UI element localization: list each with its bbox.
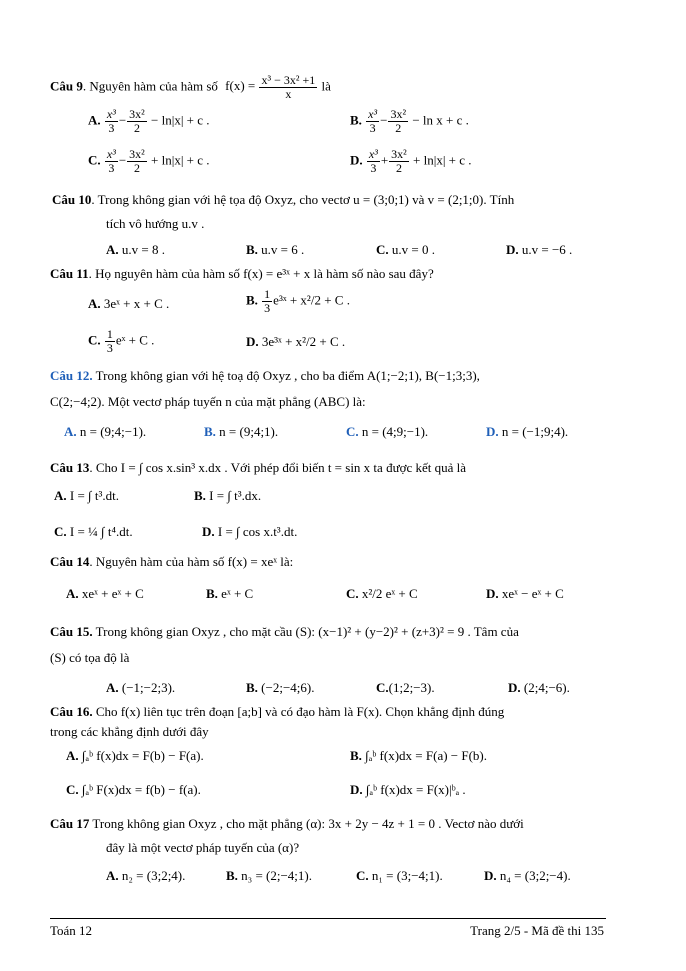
- q9-label: Câu 9: [50, 78, 83, 94]
- question-10: [52, 192, 514, 208]
- q17-label: Câu 17: [50, 816, 90, 831]
- q16-option-c[interactable]: C. ∫ₐᵇ F(x)dx = f(b) − f(a).: [66, 782, 201, 797]
- q16-label: Câu 16.: [50, 704, 93, 719]
- q11-label: Câu 11: [50, 266, 89, 281]
- q16-option-a[interactable]: A. ∫ₐᵇ f(x)dx = F(b) − F(a).: [66, 748, 204, 763]
- question-15: [50, 624, 519, 640]
- q9-tail: là: [321, 78, 331, 94]
- question-11: [50, 266, 434, 282]
- footer-page-info: Trang 2/5 - Mã đề thi 135: [470, 923, 604, 938]
- q11-text: . Họ nguyên hàm của hàm số f(x) = e³ˣ + x là hàm số nào sau đây?: [88, 266, 434, 281]
- q15-option-d[interactable]: D. (2;4;−6).: [508, 680, 570, 695]
- q12-option-a[interactable]: A. n = (9;4;−1).: [64, 424, 147, 439]
- q15-text1: Trong không gian Oxyz , cho mặt cầu (S): (x−1)² + (y−2)² + (z+3)² = 9 . Tâm của: [92, 624, 519, 639]
- q13-option-a[interactable]: A. I = ∫ t³.dt.: [54, 488, 119, 503]
- footer-divider: [50, 918, 606, 919]
- q12-option-d[interactable]: D. n = (−1;9;4).: [486, 424, 569, 439]
- q9-option-c[interactable]: C. $\frac{\text{x³}}{3}$ − $\frac{\text{3x²}}{2}$ + ln|x| + c .: [88, 147, 210, 175]
- q16-option-b[interactable]: B. ∫ₐᵇ f(x)dx = F(a) − F(b).: [350, 748, 488, 763]
- q13-option-b[interactable]: B. I = ∫ t³.dx.: [194, 488, 262, 503]
- frac: $\frac{1}{3}$: [106, 327, 113, 355]
- q14-label: Câu 14: [50, 554, 90, 569]
- q11-c-text: eˣ + C .: [115, 332, 155, 348]
- q9-function: f(x) =: [225, 78, 256, 94]
- q11-option-c[interactable]: C. $\frac{1}{3}$ eˣ + C .: [88, 327, 155, 355]
- q14-option-a[interactable]: A. xeˣ + eˣ + C: [66, 586, 144, 601]
- q11-option-a[interactable]: A. 3eˣ + x + C .: [88, 296, 170, 311]
- q15-text2: (S) có tọa độ là: [50, 650, 130, 665]
- q14-option-c[interactable]: C. x²/2 eˣ + C: [346, 586, 418, 601]
- q9-option-b[interactable]: B. $\frac{\text{x³}}{3}$ − $\frac{\text{3x²}}{2}$ − ln x + c .: [350, 107, 469, 135]
- frac: $\frac{1}{3}$: [264, 287, 271, 315]
- frac: $\frac{\text{3x²}}{2}$: [129, 107, 145, 135]
- q9-a-text: − ln|x| + c .: [151, 112, 210, 128]
- question-9: [50, 74, 331, 101]
- q13-option-c[interactable]: C. I = ¼ ∫ t⁴.dt.: [54, 524, 133, 539]
- frac: $\frac{\text{3x²}}{2}$: [390, 107, 407, 135]
- q15-option-b[interactable]: B. (−2;−4;6).: [246, 680, 315, 695]
- q9-text: . Nguyên hàm của hàm số: [82, 78, 218, 94]
- q10-label: Câu 10: [52, 192, 92, 207]
- question-12: [50, 368, 480, 384]
- q10-option-d[interactable]: D. u.v = −6 .: [506, 242, 573, 257]
- q11-b-text: e³ˣ + x²/2 + C .: [273, 292, 350, 308]
- q9-a-label: A.: [88, 112, 101, 128]
- question-14: [50, 554, 293, 570]
- q16-text2: trong các khẳng định dưới đây: [50, 724, 209, 739]
- frac: $\frac{\text{3x²}}{2}$: [391, 147, 407, 175]
- q17-option-d[interactable]: D. n₄ = (3;2;−4).: [484, 868, 571, 883]
- q12-label: Câu 12.: [50, 368, 93, 383]
- q10-text2: tích vô hướng u.v .: [106, 216, 205, 231]
- q9-num: x³ − 3x² +1: [261, 73, 316, 87]
- footer-subject: Toán 12: [50, 923, 93, 938]
- question-16: [50, 704, 504, 720]
- q14-option-d[interactable]: D. xeˣ − eˣ + C: [486, 586, 564, 601]
- q9-c-label: C.: [88, 152, 101, 168]
- q15-option-c[interactable]: C.(1;2;−3).: [376, 680, 435, 695]
- q16-text1: Cho f(x) liên tục trên đoạn [a;b] và có đạo hàm là F(x). Chọn khẳng định đúng: [92, 704, 505, 719]
- q9-fraction: [259, 74, 317, 101]
- q13-text: . Cho I = ∫ cos x.sin³ x.dx . Với phép đổi biến t = sin x ta được kết quả là: [89, 460, 467, 475]
- q17-text2: đây là một vectơ pháp tuyến của (α)?: [106, 840, 300, 855]
- q12-option-c[interactable]: C. n = (4;9;−1).: [346, 424, 429, 439]
- q15-option-a[interactable]: A. (−1;−2;3).: [106, 680, 176, 695]
- q9-d-label: D.: [350, 152, 363, 168]
- q12-text1: Trong không gian với hệ toạ độ Oxyz , cho ba điểm A(1;−2;1), B(−1;3;3),: [92, 368, 480, 383]
- frac: $\frac{\text{3x²}}{2}$: [129, 147, 145, 175]
- q9-c-text: + ln|x| + c .: [151, 152, 210, 168]
- q17-option-a[interactable]: A. n₂ = (3;2;4).: [106, 868, 186, 883]
- q13-label: Câu 13: [50, 460, 90, 475]
- q10-option-c[interactable]: C. u.v = 0 .: [376, 242, 435, 257]
- q16-option-d[interactable]: D. ∫ₐᵇ f(x)dx = F(x)|ᵇₐ .: [350, 782, 466, 797]
- q9-d-text: + ln|x| + c .: [413, 152, 472, 168]
- question-17: [50, 816, 524, 832]
- q9-b-label: B.: [350, 112, 362, 128]
- q17-text1: Trong không gian Oxyz , cho mặt phẳng (α): 3x + 2y − 4z + 1 = 0 . Vectơ nào dưới: [89, 816, 524, 831]
- q10-option-b[interactable]: B. u.v = 6 .: [246, 242, 305, 257]
- frac: $\frac{\text{x³}}{3}$: [368, 107, 378, 135]
- q13-option-d[interactable]: D. I = ∫ cos x.t³.dt.: [202, 524, 298, 539]
- q10-text1: . Trong không gian với hệ tọa độ Oxyz, cho vectơ u = (3;0;1) và v = (2;1;0). Tính: [91, 192, 515, 207]
- q14-text: . Nguyên hàm của hàm số f(x) = xeˣ là:: [89, 554, 294, 569]
- q17-option-b[interactable]: B. n₃ = (2;−4;1).: [226, 868, 312, 883]
- q11-option-d[interactable]: D. 3e³ˣ + x²/2 + C .: [246, 334, 346, 349]
- q10-option-a[interactable]: A. u.v = 8 .: [106, 242, 165, 257]
- frac: $\frac{\text{x³}}{3}$: [368, 147, 378, 175]
- q12-text2: C(2;−4;2). Một vectơ pháp tuyến n của mặt phẳng (ABC) là:: [50, 394, 366, 409]
- frac: $\frac{\text{x³}}{3}$: [106, 107, 116, 135]
- question-13: [50, 460, 466, 476]
- frac: $\frac{\text{x³}}{3}$: [106, 147, 116, 175]
- q9-b-text: − ln x + c .: [412, 112, 469, 128]
- q11-option-b[interactable]: B. $\frac{1}{3}$ e³ˣ + x²/2 + C .: [246, 287, 350, 315]
- q15-label: Câu 15.: [50, 624, 93, 639]
- q17-option-c[interactable]: C. n₁ = (3;−4;1).: [356, 868, 443, 883]
- q9-option-d[interactable]: D. $\frac{\text{x³}}{3}$ + $\frac{\text{3x²}}{2}$ + ln|x| + c .: [350, 147, 472, 175]
- q9-option-a[interactable]: A. $\frac{\text{x³}}{3}$ − $\frac{\text{3x²}}{2}$ − ln|x| + c .: [88, 107, 210, 135]
- q14-option-b[interactable]: B. eˣ + C: [206, 586, 254, 601]
- q9-den: x: [285, 87, 292, 101]
- q12-option-b[interactable]: B. n = (9;4;1).: [204, 424, 279, 439]
